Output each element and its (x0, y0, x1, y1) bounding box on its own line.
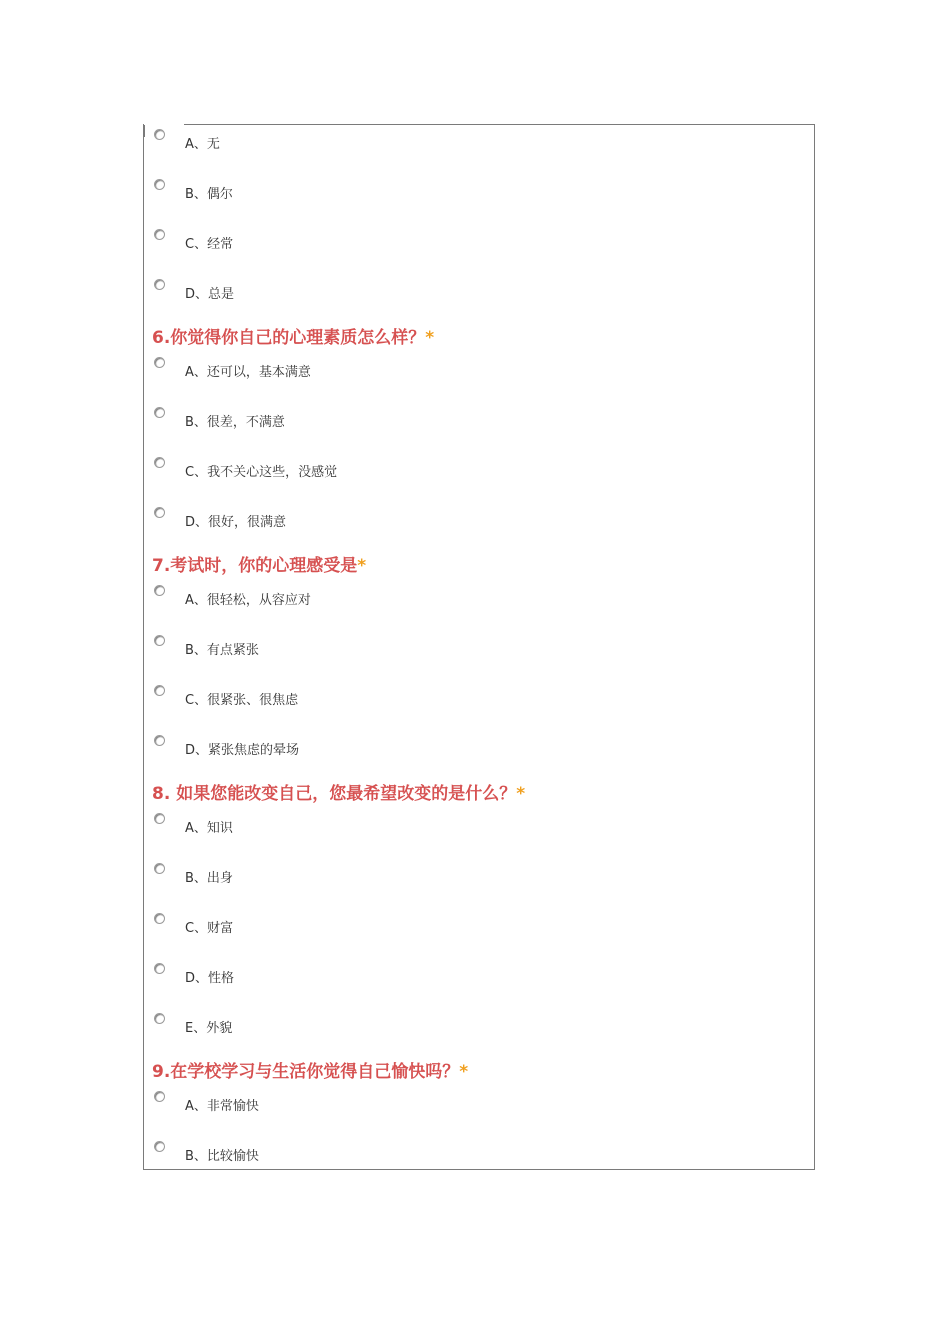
required-star: * (516, 784, 526, 804)
option-label: D、性格 (185, 971, 235, 986)
option-label: B、很差，不满意 (185, 415, 285, 430)
radio-button-icon[interactable] (154, 735, 165, 746)
radio-button-icon[interactable] (154, 1091, 165, 1102)
option-q9-b[interactable] (152, 1137, 802, 1187)
radio-button-icon[interactable] (154, 863, 165, 874)
required-star: * (459, 1062, 469, 1082)
option-q6-c[interactable] (152, 453, 802, 503)
question-title (152, 323, 802, 353)
question-title-text: 8. 如果您能改变自己，您最希望改变的是什么？ (152, 784, 517, 804)
radio-button-icon[interactable] (154, 279, 165, 290)
option-q5-c[interactable] (152, 225, 802, 275)
option-q6-b[interactable] (152, 403, 802, 453)
question-5 (152, 125, 802, 323)
option-label: C、我不关心这些，没感觉 (185, 465, 338, 480)
option-q5-d[interactable] (152, 275, 802, 323)
radio-button-icon[interactable] (154, 129, 165, 140)
question-title (152, 779, 802, 809)
option-q6-a[interactable] (152, 353, 802, 403)
option-q7-d[interactable] (152, 731, 802, 779)
option-q6-d[interactable] (152, 503, 802, 551)
option-label: B、有点紧张 (185, 643, 259, 658)
radio-button-icon[interactable] (154, 1141, 165, 1152)
radio-button-icon[interactable] (154, 813, 165, 824)
required-star: * (357, 556, 367, 576)
option-label: A、知识 (185, 821, 233, 836)
survey-content (152, 125, 802, 1187)
option-q8-a[interactable] (152, 809, 802, 859)
option-q9-a[interactable] (152, 1087, 802, 1137)
radio-button-icon[interactable] (154, 963, 165, 974)
radio-button-icon[interactable] (154, 507, 165, 518)
option-label: D、很好，很满意 (185, 515, 287, 530)
radio-button-icon[interactable] (154, 1013, 165, 1024)
radio-button-icon[interactable] (154, 585, 165, 596)
question-title-text: 9.在学校学习与生活你觉得自己愉快吗？ (152, 1062, 460, 1082)
option-q7-b[interactable] (152, 631, 802, 681)
radio-button-icon[interactable] (154, 685, 165, 696)
radio-button-icon[interactable] (154, 635, 165, 646)
option-label: B、比较愉快 (185, 1149, 259, 1164)
radio-button-icon[interactable] (154, 357, 165, 368)
option-q5-a[interactable] (152, 125, 802, 175)
question-9 (152, 1057, 802, 1187)
option-q5-b[interactable] (152, 175, 802, 225)
option-label: D、紧张焦虑的晕场 (185, 743, 300, 758)
option-q7-c[interactable] (152, 681, 802, 731)
option-q8-e[interactable] (152, 1009, 802, 1057)
question-title-text: 7.考试时，你的心理感受是 (152, 556, 358, 576)
option-q8-c[interactable] (152, 909, 802, 959)
question-7 (152, 551, 802, 779)
option-label: C、财富 (185, 921, 234, 936)
frame-notch-line (144, 125, 145, 137)
question-title (152, 551, 802, 581)
question-title-text: 6.你觉得你自己的心理素质怎么样？ (152, 328, 426, 348)
radio-button-icon[interactable] (154, 229, 165, 240)
option-label: B、出身 (185, 871, 233, 886)
radio-button-icon[interactable] (154, 179, 165, 190)
radio-button-icon[interactable] (154, 913, 165, 924)
question-8 (152, 779, 802, 1057)
radio-button-icon[interactable] (154, 407, 165, 418)
survey-frame (143, 124, 815, 1170)
option-label: C、很紧张、很焦虑 (185, 693, 299, 708)
option-label: A、无 (185, 137, 220, 152)
option-label: A、非常愉快 (185, 1099, 259, 1114)
option-label: A、很轻松，从容应对 (185, 593, 311, 608)
option-q8-d[interactable] (152, 959, 802, 1009)
option-label: D、总是 (185, 287, 235, 302)
option-q8-b[interactable] (152, 859, 802, 909)
option-label: B、偶尔 (185, 187, 233, 202)
radio-button-icon[interactable] (154, 457, 165, 468)
option-q7-a[interactable] (152, 581, 802, 631)
question-title (152, 1057, 802, 1087)
option-label: C、经常 (185, 237, 234, 252)
option-label: E、外貌 (185, 1021, 233, 1036)
question-6 (152, 323, 802, 551)
required-star: * (425, 328, 435, 348)
option-label: A、还可以，基本满意 (185, 365, 311, 380)
